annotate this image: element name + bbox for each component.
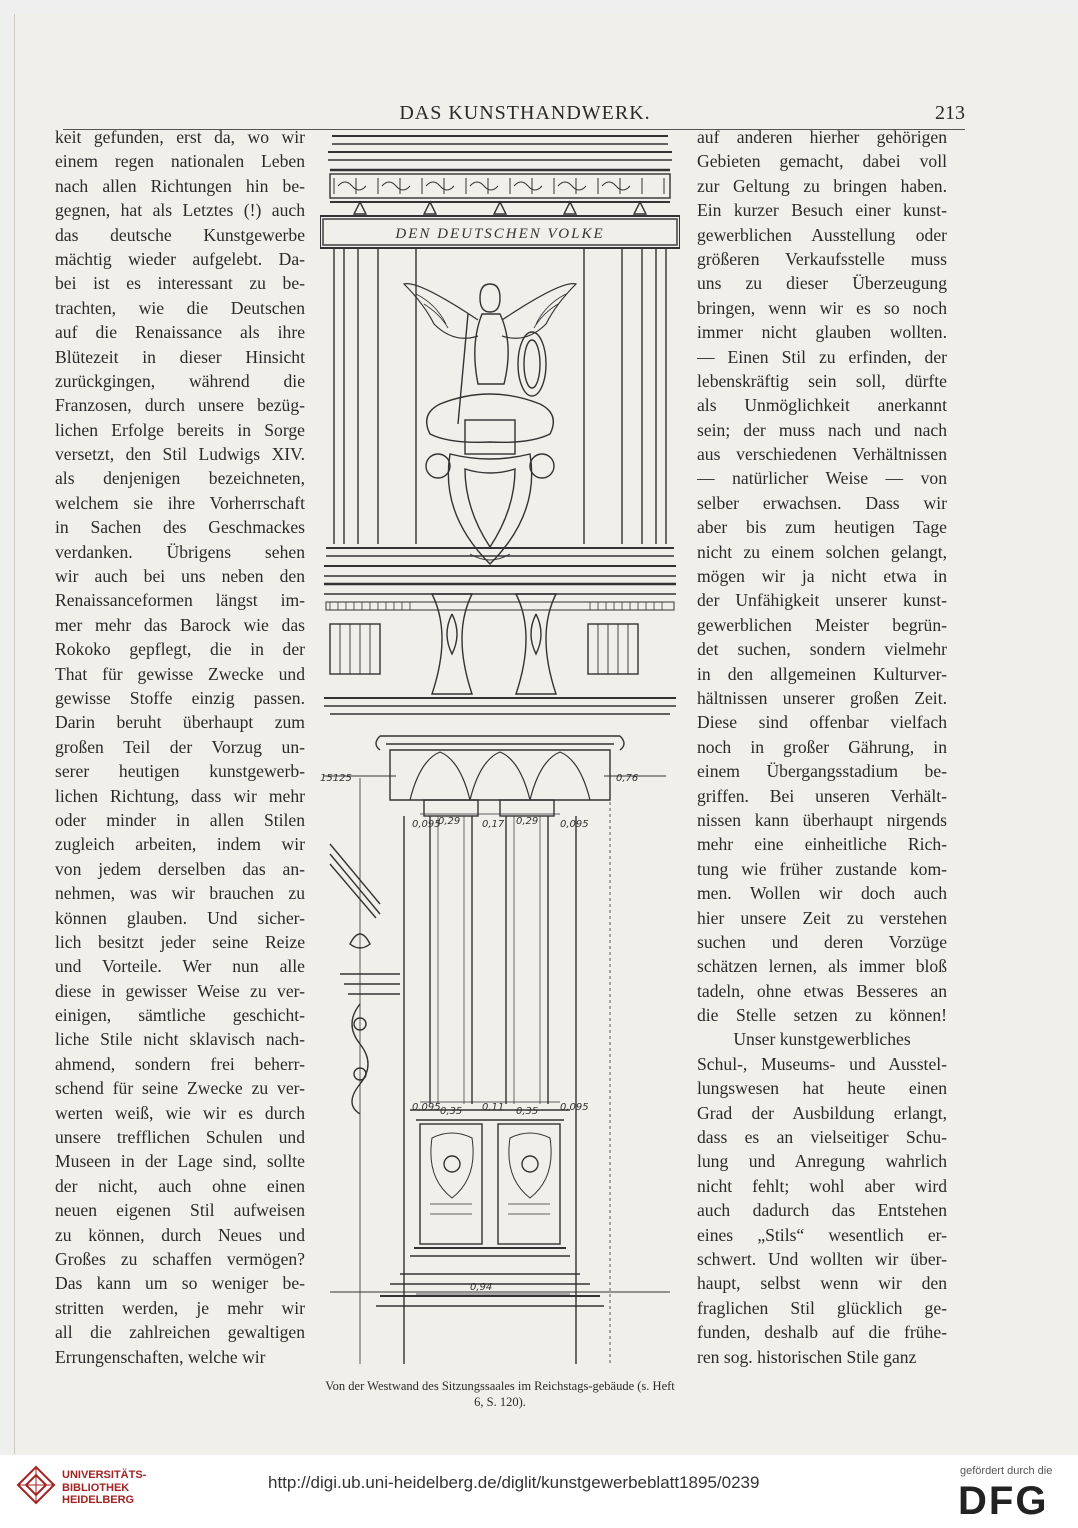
text-line: von jedem derselben das an- <box>55 858 305 879</box>
text-line: — natürlicher Weise — von <box>697 468 947 489</box>
source-url-link[interactable]: http://digi.ub.uni-heidelberg.de/diglit/kunstgewerbeblatt1895/0239 <box>268 1473 760 1492</box>
text-line: Grad der Ausbildung erlangt, <box>697 1102 947 1123</box>
text-line: zu können, durch Neues und <box>55 1224 305 1245</box>
text-line: ahmend, sondern frei beherr- <box>55 1053 305 1074</box>
text-line: nehmen, was wir brauchen zu <box>55 883 305 904</box>
text-line: griffen. Bei unseren Verhält- <box>697 785 947 806</box>
text-line: zurückgingen, während die <box>55 370 305 391</box>
text-line: auf die Renaissance als ihre <box>55 322 305 343</box>
text-line: wir auch bei uns neben den <box>55 566 305 587</box>
text-line: ren sog. historischen Stile ganz <box>697 1346 917 1367</box>
text-line: det suchen, sondern vielmehr <box>697 639 947 660</box>
text-line: nicht zu einem solchen gelangt, <box>697 541 947 562</box>
text-line: Ein kurzer Besuch einer kunst- <box>697 200 947 221</box>
text-line: als Unmöglichkeit anerkannt <box>697 395 947 416</box>
text-line: der nicht, auch ohne einen <box>55 1175 305 1196</box>
text-line: großen Teil der Vorzug un- <box>55 736 305 757</box>
dimension-label: 0,76 <box>616 773 639 784</box>
text-line: schend für seine Zwecke zu ver- <box>55 1078 305 1099</box>
text-line: können glauben. Und sicher- <box>55 907 305 928</box>
text-line: tadeln, ohne etwas Besseres an <box>697 980 947 1001</box>
text-line: schätzen lernen, als immer bloß <box>697 956 947 977</box>
column-illustration <box>320 124 680 1376</box>
text-line: lung und Anregung wahrlich <box>697 1151 947 1172</box>
dimension-label: 0,095 <box>560 1102 589 1113</box>
text-line: nissen kann überhaupt nirgends <box>697 809 947 830</box>
text-line: in Sachen des Geschmackes <box>55 517 305 538</box>
text-line: lichen Erfolge bereits in Sorge <box>55 419 305 440</box>
text-line: auf anderen hierher gehörigen <box>697 127 947 147</box>
text-line: all die zahlreichen gewaltigen <box>55 1322 305 1343</box>
text-line: Großes zu schaffen vermögen? <box>55 1248 305 1269</box>
text-line: unsere trefflichen Schulen und <box>55 1127 305 1148</box>
frieze-inscription: DEN DEUTSCHEN VOLKE <box>395 226 605 242</box>
text-line: Schul-, Museums- und Ausstel- <box>697 1053 947 1074</box>
text-line: Blütezeit in dieser Hinsicht <box>55 346 305 367</box>
text-line: nicht fehlt; wohl aber wird <box>697 1175 947 1196</box>
dimension-label: 0,095 <box>412 1102 441 1113</box>
text-line: Das kann um so weniger be- <box>55 1273 305 1294</box>
text-line: hältnissen unserer großen Zeit. <box>697 687 947 708</box>
dimension-label: 0,35 <box>516 1106 539 1117</box>
text-line: bei ist es interessant zu be- <box>55 273 305 294</box>
text-line: Unser kunstgewerbliches <box>733 1029 911 1050</box>
text-line: Museen in der Lage sind, sollte <box>55 1151 305 1172</box>
text-line: hier unsere Zeit zu verstehen <box>697 907 947 928</box>
text-line: schwert. Und wollten wir über- <box>697 1248 947 1269</box>
text-line: welchem sie ihre Vorherrschaft <box>55 492 305 513</box>
text-line: serer heutigen kunstgewerb- <box>55 761 305 782</box>
funding-label: gefördert durch die <box>960 1465 1053 1477</box>
text-line: Gebieten gemacht, dabei voll <box>697 151 947 172</box>
university-name[interactable]: UNIVERSITÄTS- BIBLIOTHEK HEIDELBERG <box>62 1469 147 1506</box>
text-line: eines „Stils“ wesentlich er- <box>697 1224 947 1245</box>
text-line: selber erwachsen. Dass wir <box>697 492 947 513</box>
text-line: aber bis zum heutigen Tage <box>697 517 947 538</box>
left-text-column <box>55 125 305 1369</box>
text-line: neuen eigenen Stil aufweisen <box>55 1200 305 1221</box>
text-line: gewisse Stoffe einzig passen. <box>55 687 305 708</box>
text-line: Rokoko gepflegt, die in der <box>55 639 305 660</box>
text-line: stritten werden, je mehr wir <box>55 1297 305 1318</box>
architectural-drawing <box>320 124 680 1376</box>
text-line: uns zu dieser Überzeugung <box>697 273 947 294</box>
dimension-label: 0,095 <box>412 819 441 830</box>
dimension-label: 0,35 <box>440 1106 463 1117</box>
dimension-label: 0,17 <box>482 819 505 830</box>
text-line: einem regen nationalen Leben <box>55 151 305 172</box>
text-line: fraglichen Stil glücklich ge- <box>697 1297 947 1318</box>
text-line: sein; der muss nach und nach <box>697 419 947 440</box>
text-line: die Stelle setzen zu können! <box>697 1005 947 1026</box>
text-line: gewerblichen Meister begrün- <box>697 614 947 635</box>
text-line: — Einen Stil zu erfinden, der <box>697 346 947 367</box>
text-line: That für gewisse Zwecke und <box>55 663 305 684</box>
text-line: lich besitzt jeder seine Reize <box>55 931 305 952</box>
text-line: versetzt, den Stil Ludwigs XIV. <box>55 444 305 465</box>
text-line: mächtig wieder aufgelebt. Da- <box>55 248 305 269</box>
text-line: mer mehr das Barock wie das <box>55 614 305 635</box>
dimension-label: 0,29 <box>438 816 461 827</box>
text-line: in den allgemeinen Kulturver- <box>697 663 947 684</box>
text-line: funden, deshalb auf die frühe- <box>697 1322 947 1343</box>
text-line: tung wie früher zustande kom- <box>697 858 947 879</box>
dimension-label: 0,29 <box>516 816 539 827</box>
dimension-label: 0,94 <box>470 1282 493 1293</box>
footer-bar <box>0 1455 1078 1528</box>
figure-caption: Von der Westwand des Sitzungssaales im Reichstags-gebäude (s. Heft 6, S. 120). <box>325 1379 675 1409</box>
text-line: dass es an vielseitiger Schu- <box>697 1127 947 1148</box>
text-line: lungswesen hat heute einen <box>697 1078 947 1099</box>
dfg-logo[interactable]: DFG <box>958 1479 1049 1523</box>
text-line: mehr eine einheitliche Rich- <box>697 834 947 855</box>
text-line: oder minder in allen Stilen <box>55 809 305 830</box>
text-line: nach allen Richtungen hin be- <box>55 175 305 196</box>
university-logo-icon[interactable] <box>14 1463 58 1511</box>
text-line: liche Stile nicht sklavisch nach- <box>55 1029 305 1050</box>
text-line: keit gefunden, erst da, wo wir <box>55 127 305 147</box>
text-line: diese in gewisser Weise zu ver- <box>55 980 305 1001</box>
right-text-column <box>697 125 947 1369</box>
text-line: men. Wollen wir doch auch <box>697 883 947 904</box>
text-line: Renaissanceformen längst im- <box>55 590 305 611</box>
dimension-label: 0,11 <box>482 1102 505 1113</box>
running-head: DAS KUNSTHANDWERK. <box>399 102 651 124</box>
text-line: Darin beruht überhaupt zum <box>55 712 305 733</box>
text-line: bringen, wenn wir es so noch <box>697 297 947 318</box>
text-line: das deutsche Kunstgewerbe <box>55 224 305 245</box>
text-line: größeren Verkaufsstelle muss <box>697 248 947 269</box>
text-line: zugleich arbeiten, indem wir <box>55 834 305 855</box>
text-line: immer nicht glauben wollten. <box>697 322 947 343</box>
text-line: Errungenschaften, welche wir <box>55 1346 266 1367</box>
text-line: einem Übergangsstadium be- <box>697 761 947 782</box>
text-line: aus verschiedenen Verhältnissen <box>697 444 947 465</box>
text-line: lebenskräftig sein soll, dürfte <box>697 370 947 391</box>
text-line: gewerblichen Ausstellung oder <box>697 224 947 245</box>
text-line: haupt, selbst wenn wir den <box>697 1273 947 1294</box>
text-line: werten weiß, wie wir es durch <box>55 1102 305 1123</box>
text-line: noch in großer Gährung, in <box>697 736 947 757</box>
dimension-label: 0,095 <box>560 819 589 830</box>
text-line: verdanken. Übrigens sehen <box>55 541 305 562</box>
text-line: zur Geltung zu bringen haben. <box>697 175 947 196</box>
text-line: auch dadurch das Entstehen <box>697 1200 947 1221</box>
text-line: suchen und deren Vorzüge <box>697 931 947 952</box>
text-line: Franzosen, durch unsere bezüg- <box>55 395 305 416</box>
text-line: mögen wir ja nicht etwa in <box>697 566 947 587</box>
text-line: der Unfähigkeit unserer kunst- <box>697 590 947 611</box>
text-line: lichen Richtung, dass wir mehr <box>55 785 305 806</box>
dimension-label: 15125 <box>320 773 352 784</box>
page-number: 213 <box>935 102 965 124</box>
text-line: und Vorteile. Wer nun alle <box>55 956 305 977</box>
text-line: gegnen, hat als Letztes (!) auch <box>55 200 305 221</box>
text-line: trachten, wie die Deutschen <box>55 297 305 318</box>
text-line: als denjenigen bezeichneten, <box>55 468 305 489</box>
text-line: Diese sind offenbar vielfach <box>697 712 947 733</box>
text-line: einigen, sämtliche geschicht- <box>55 1005 305 1026</box>
